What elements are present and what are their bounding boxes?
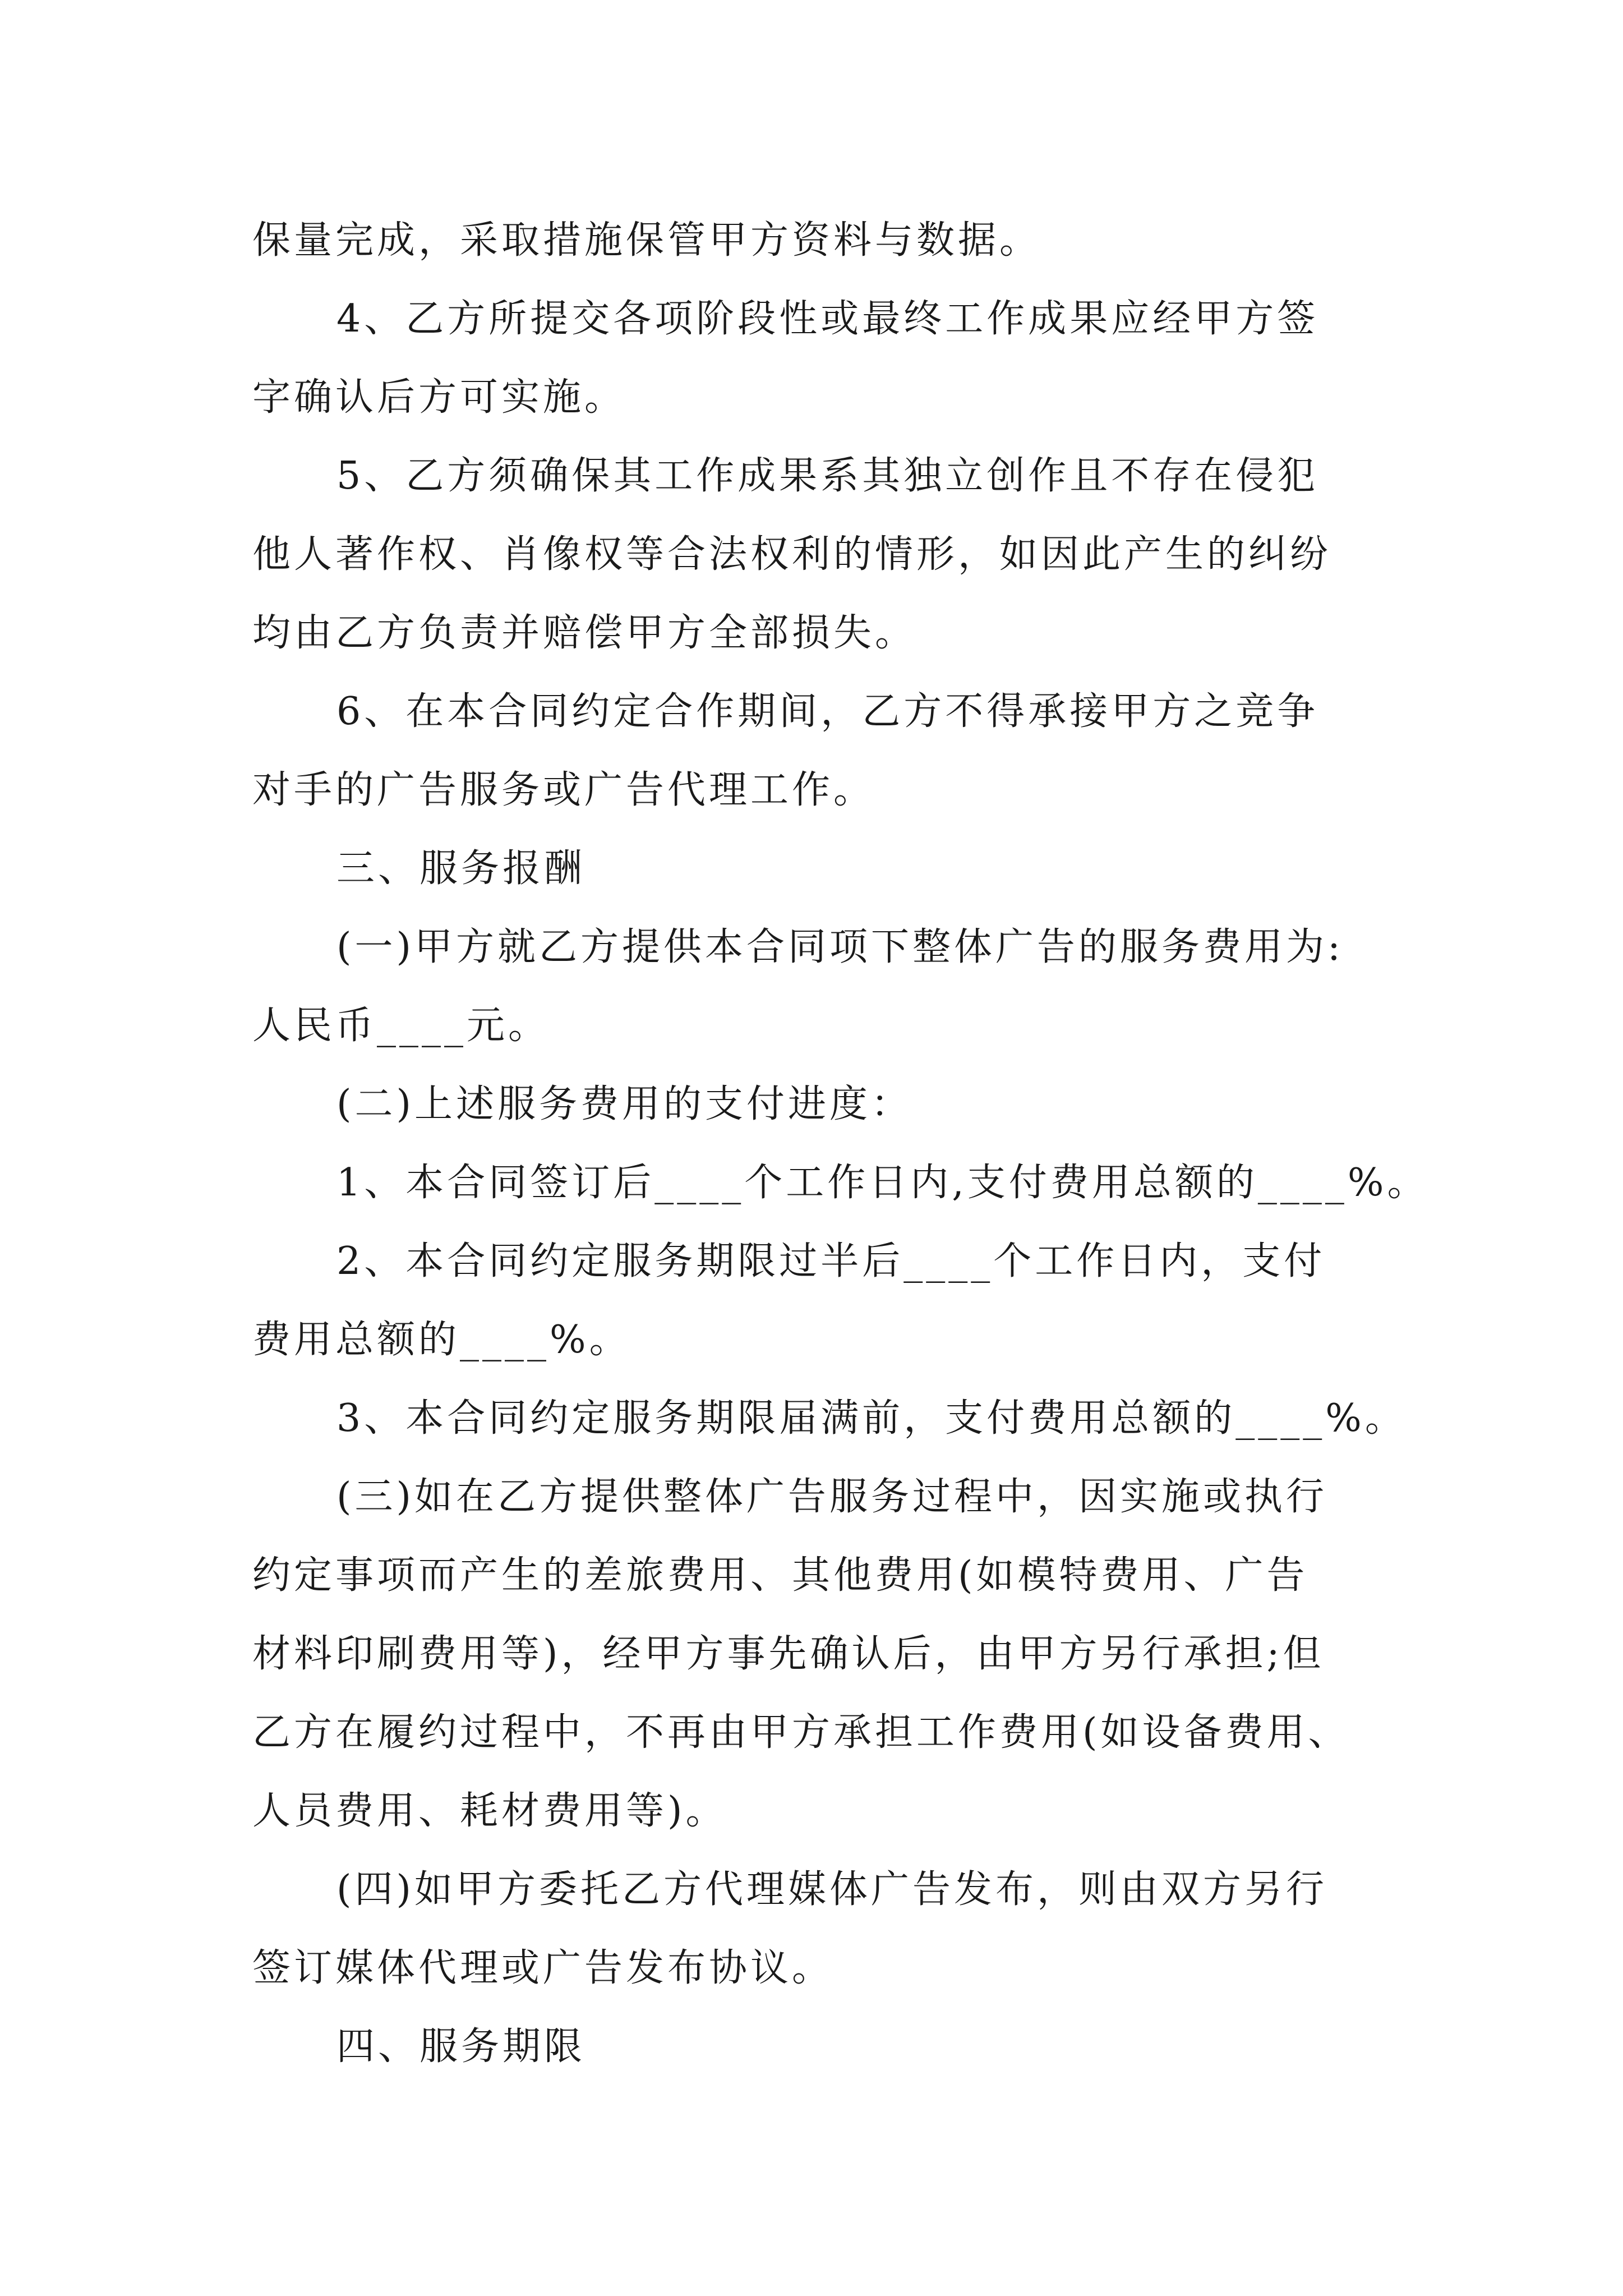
- paragraph-line: 1、本合同签订后____个工作日内,支付费用总额的____%。: [336, 1161, 1429, 1205]
- paragraph-line: 6、在本合同约定合作期间，乙方不得承接甲方之竞争: [336, 689, 1319, 734]
- paragraph-line: 他人著作权、肖像权等合法权利的情形，如因此产生的纠纷: [252, 532, 1332, 577]
- paragraph-line: (三)如在乙方提供整体广告服务过程中，因实施或执行: [336, 1475, 1328, 1519]
- section-heading: 四、服务期限: [336, 2024, 586, 2069]
- paragraph-line: (二)上述服务费用的支付进度：: [336, 1082, 913, 1126]
- paragraph-line: 字确认后方可实施。: [252, 375, 626, 420]
- paragraph-line: 保量完成，采取措施保管甲方资料与数据。: [252, 218, 1041, 263]
- paragraph-line: 人民币____元。: [252, 1004, 550, 1048]
- paragraph-line: 约定事项而产生的差旅费用、其他费用(如模特费用、广告: [252, 1553, 1308, 1598]
- paragraph-line: 均由乙方负责并赔偿甲方全部损失。: [252, 611, 917, 655]
- paragraph-line: 签订媒体代理或广告发布协议。: [252, 1946, 834, 1990]
- paragraph-line: 3、本合同约定服务期限届满前，支付费用总额的____%。: [336, 1396, 1407, 1441]
- paragraph-line: 4、乙方所提交各项阶段性或最终工作成果应经甲方签: [336, 297, 1319, 341]
- paragraph-line: 乙方在履约过程中，不再由甲方承担工作费用(如设备费用、: [252, 1710, 1350, 1755]
- paragraph-line: 对手的广告服务或广告代理工作。: [252, 768, 875, 812]
- paragraph-line: 2、本合同约定服务期限过半后____个工作日内，支付: [336, 1239, 1326, 1283]
- paragraph-line: 5、乙方须确保其工作成果系其独立创作且不存在侵犯: [336, 454, 1319, 498]
- section-heading: 三、服务报酬: [336, 846, 586, 891]
- paragraph-line: 费用总额的____%。: [252, 1318, 631, 1362]
- paragraph-line: (一)甲方就乙方提供本合同项下整体广告的服务费用为:: [336, 925, 1344, 969]
- paragraph-line: 材料印刷费用等)，经甲方事先确认后，由甲方另行承担;但: [252, 1632, 1325, 1676]
- paragraph-line: 人员费用、耗材费用等)。: [252, 1789, 727, 1833]
- paragraph-line: (四)如甲方委托乙方代理媒体广告发布，则由双方另行: [336, 1867, 1328, 1912]
